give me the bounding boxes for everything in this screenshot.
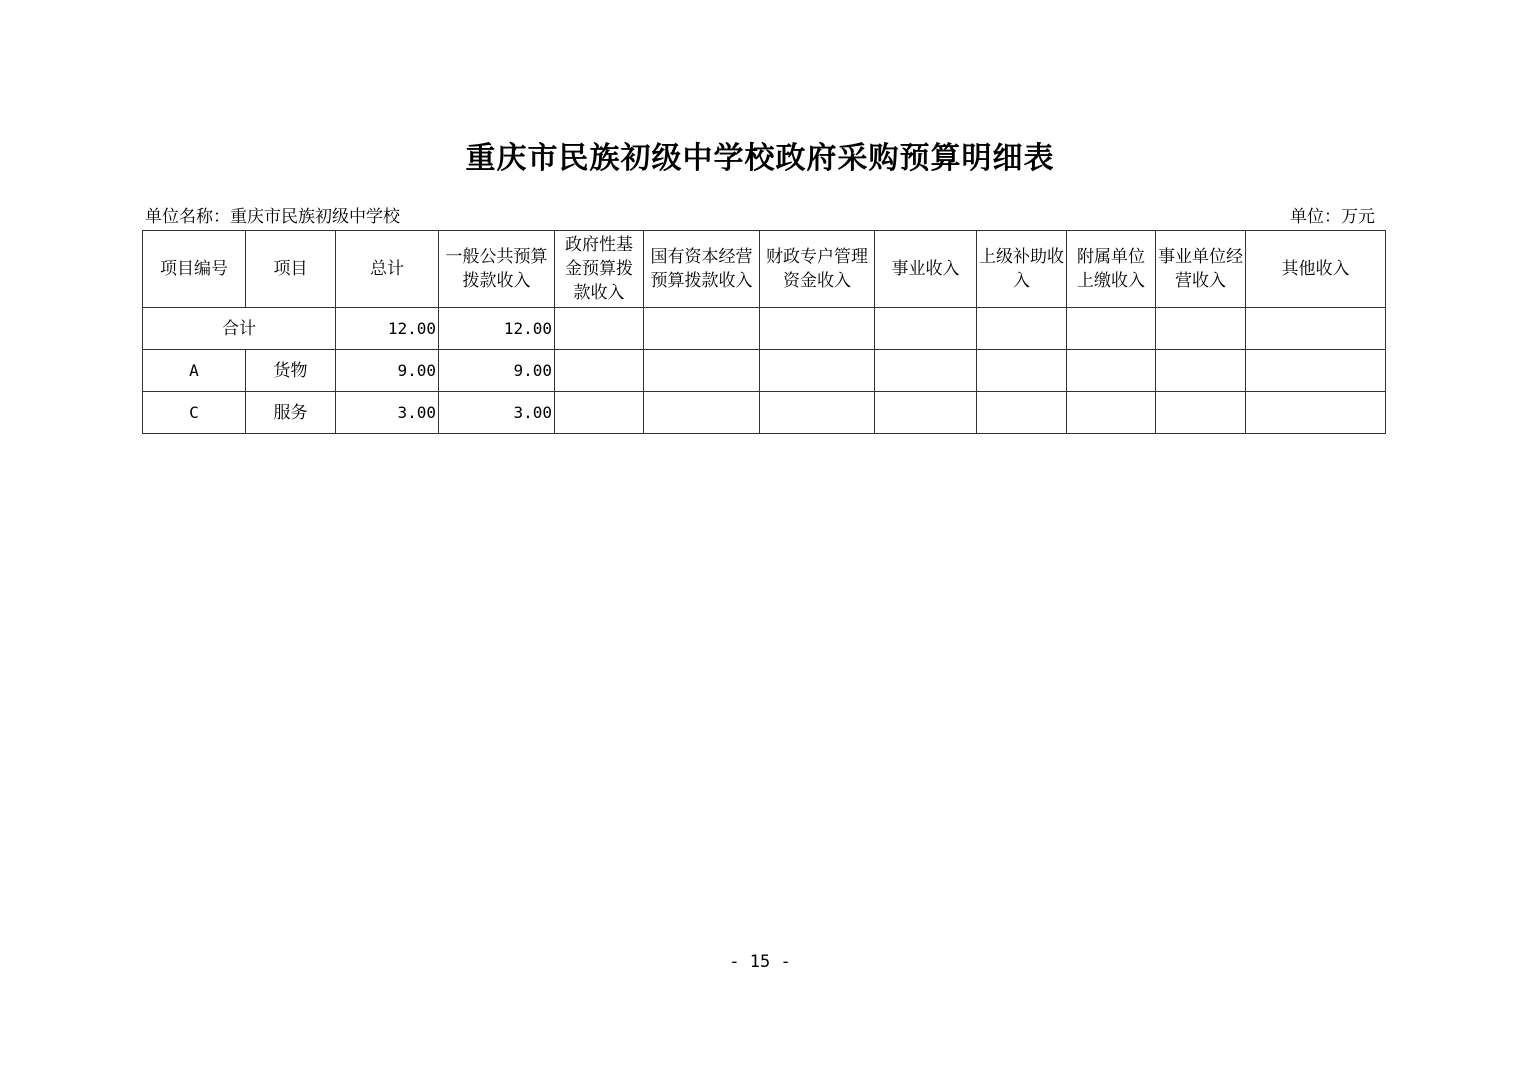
empty-cell — [555, 308, 644, 350]
header-gov-fund: 政府性基金预算拨款收入 — [555, 231, 644, 308]
project-code-cell: C — [143, 392, 246, 434]
general-budget-cell: 3.00 — [439, 392, 555, 434]
header-project-code: 项目编号 — [143, 231, 246, 308]
project-name-cell: 服务 — [246, 392, 336, 434]
empty-cell — [555, 350, 644, 392]
header-business-income: 事业收入 — [875, 231, 977, 308]
empty-cell — [555, 392, 644, 434]
header-other-income: 其他收入 — [1246, 231, 1386, 308]
empty-cell — [1246, 308, 1386, 350]
empty-cell — [1156, 392, 1246, 434]
page-title: 重庆市民族初级中学校政府采购预算明细表 — [465, 141, 1055, 176]
empty-cell — [760, 392, 875, 434]
empty-cell — [1067, 392, 1156, 434]
empty-cell — [977, 392, 1067, 434]
header-general-budget: 一般公共预算拨款收入 — [439, 231, 555, 308]
header-superior-subsidy: 上级补助收入 — [977, 231, 1067, 308]
total-amount-cell: 9.00 — [336, 350, 439, 392]
total-amount-cell: 12.00 — [336, 308, 439, 350]
unit-name-label: 单位名称：重庆市民族初级中学校 — [145, 207, 400, 227]
empty-cell — [644, 392, 760, 434]
empty-cell — [875, 308, 977, 350]
general-budget-cell: 9.00 — [439, 350, 555, 392]
page-number: - 15 - — [729, 952, 791, 972]
empty-cell — [644, 308, 760, 350]
table-header-row — [143, 231, 1386, 308]
empty-cell — [1067, 350, 1156, 392]
header-total: 总计 — [336, 231, 439, 308]
header-operating-income: 事业单位经营收入 — [1156, 231, 1246, 308]
empty-cell — [1156, 308, 1246, 350]
unit-measure-label: 单位：万元 — [1290, 207, 1375, 227]
empty-cell — [875, 392, 977, 434]
total-label-cell: 合计 — [143, 308, 336, 350]
empty-cell — [977, 350, 1067, 392]
empty-cell — [977, 308, 1067, 350]
total-general-budget-cell: 12.00 — [439, 308, 555, 350]
header-state-capital: 国有资本经营预算拨款收入 — [644, 231, 760, 308]
header-subsidiary-payment: 附属单位上缴收入 — [1067, 231, 1156, 308]
table-row — [143, 392, 1386, 434]
empty-cell — [1067, 308, 1156, 350]
empty-cell — [760, 308, 875, 350]
empty-cell — [875, 350, 977, 392]
procurement-budget-table — [142, 230, 1386, 434]
empty-cell — [1246, 392, 1386, 434]
empty-cell — [644, 350, 760, 392]
table-row-total — [143, 308, 1386, 350]
header-special-account: 财政专户管理资金收入 — [760, 231, 875, 308]
project-name-cell: 货物 — [246, 350, 336, 392]
empty-cell — [760, 350, 875, 392]
header-project: 项目 — [246, 231, 336, 308]
project-code-cell: A — [143, 350, 246, 392]
empty-cell — [1156, 350, 1246, 392]
total-amount-cell: 3.00 — [336, 392, 439, 434]
empty-cell — [1246, 350, 1386, 392]
table-row — [143, 350, 1386, 392]
